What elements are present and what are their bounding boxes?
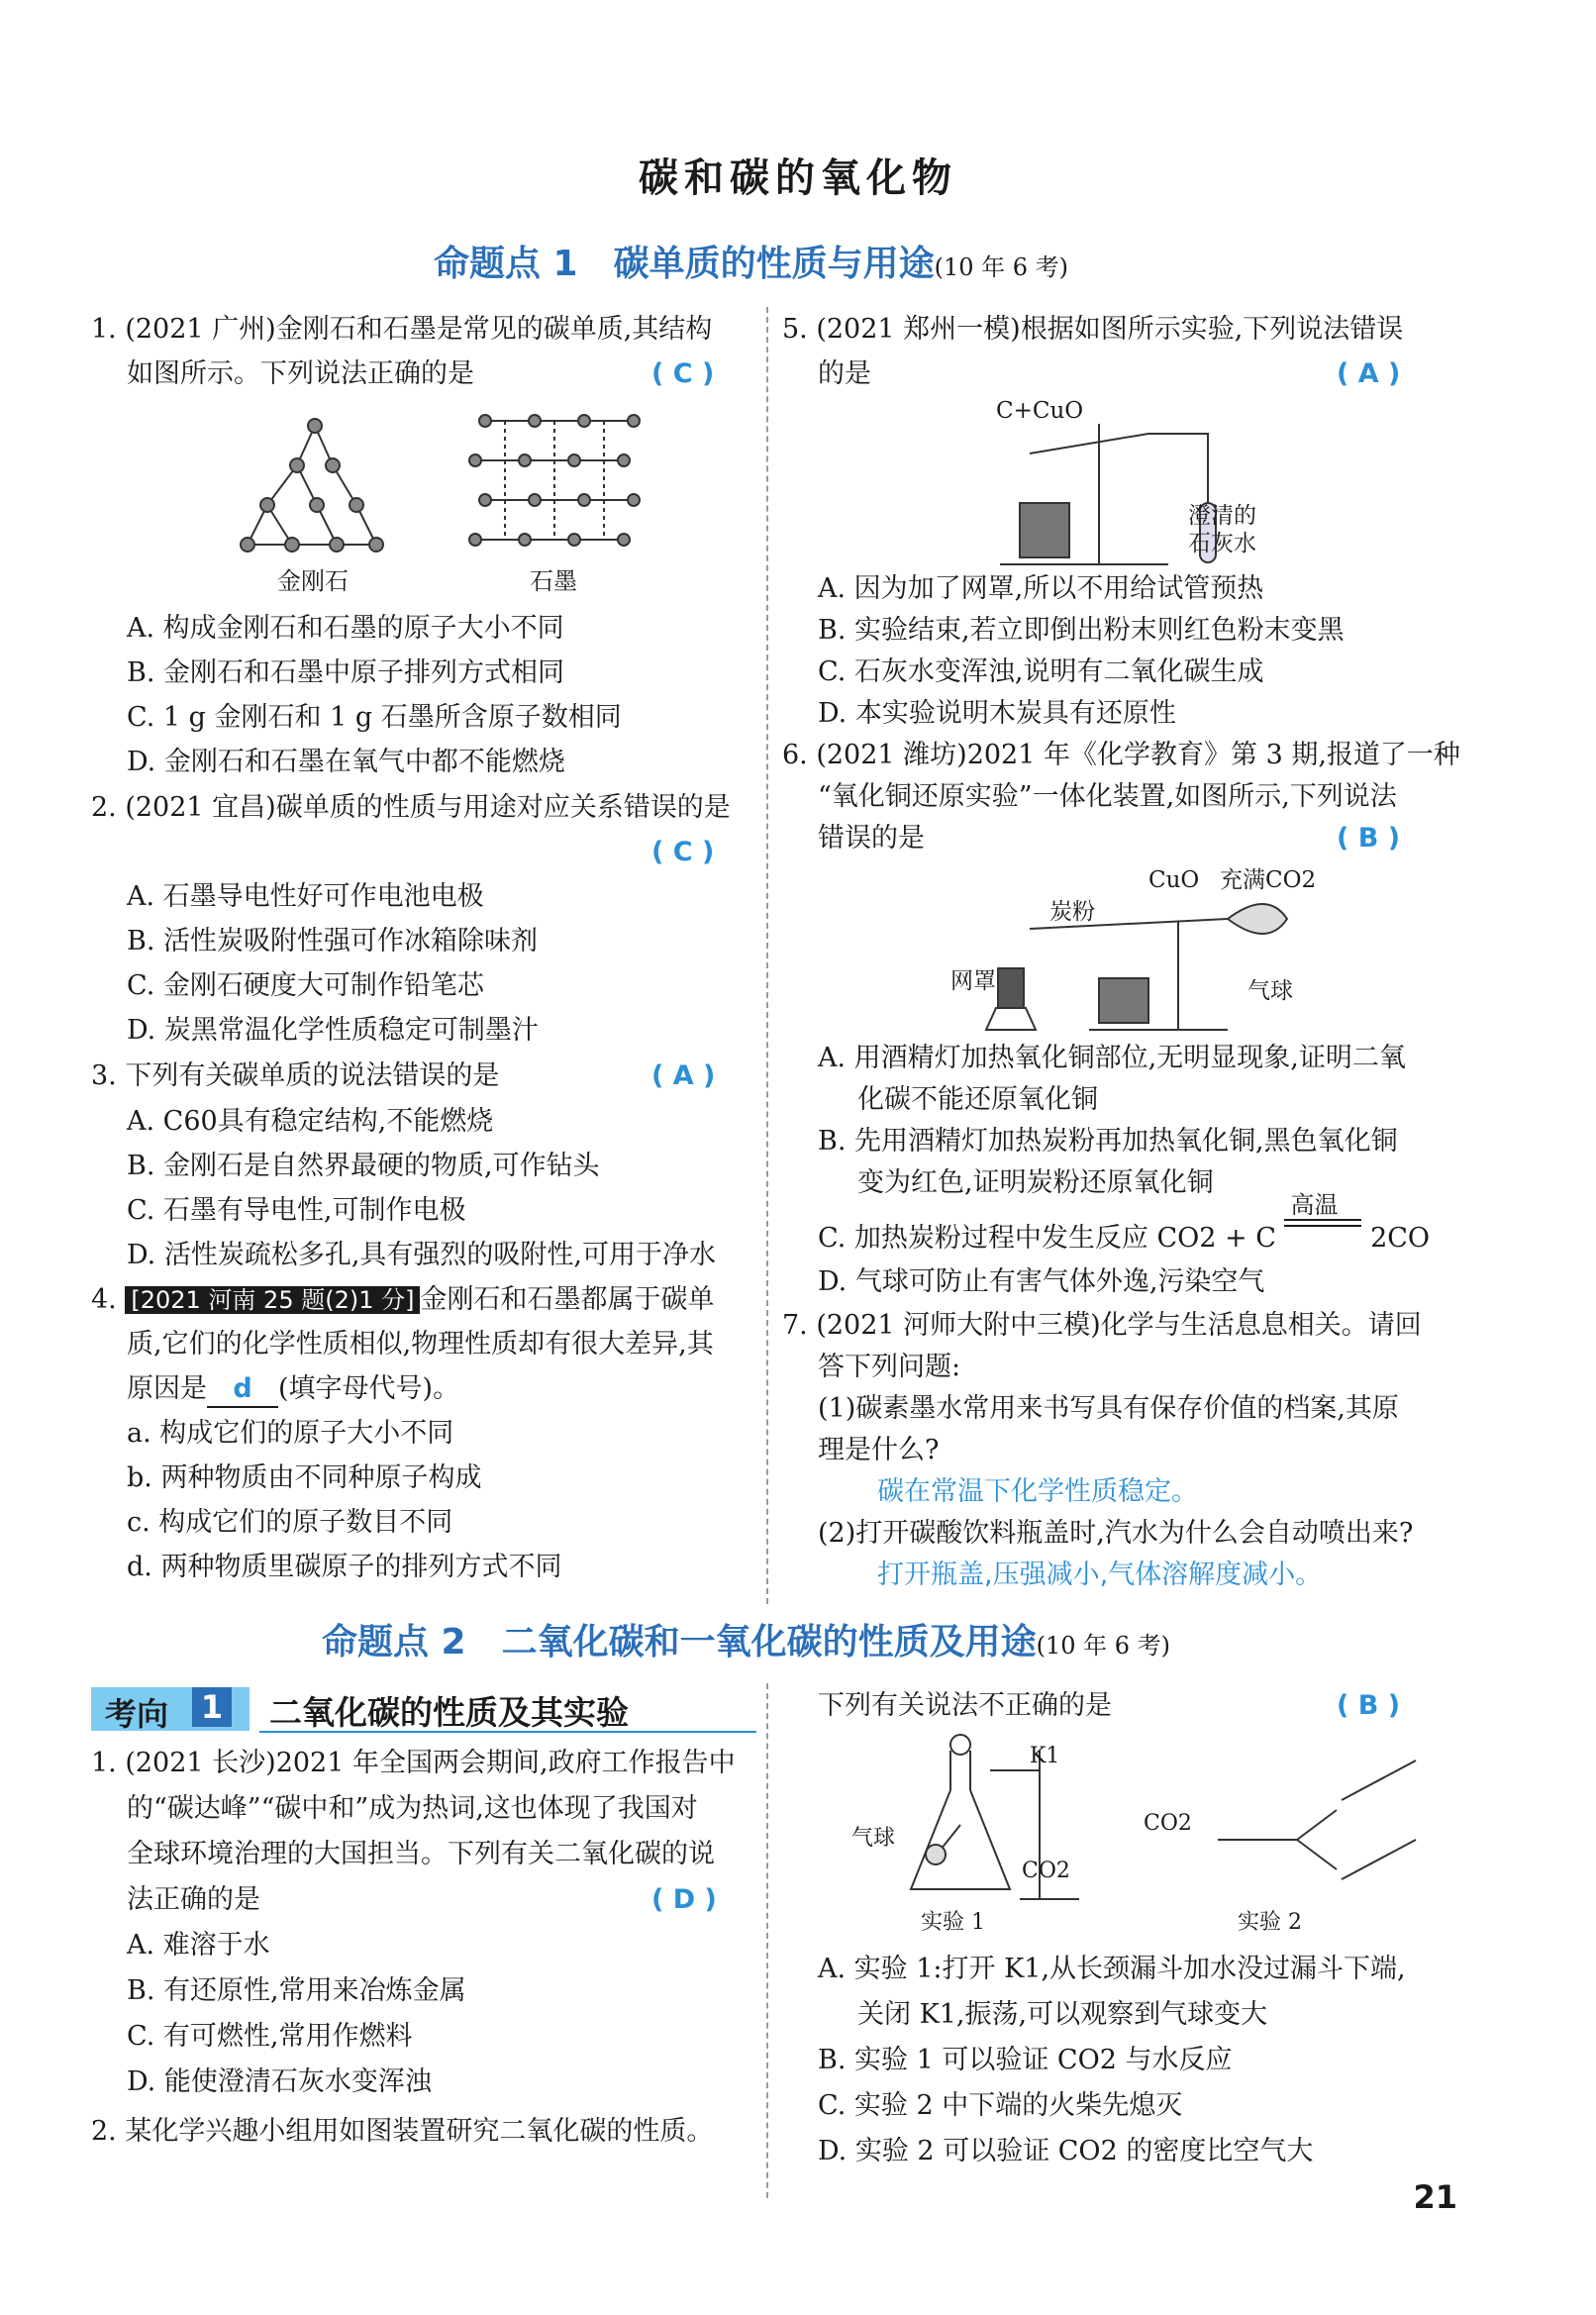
q6-label-balloon: 气球 — [1247, 978, 1293, 1004]
q4-line-2: 质,它们的化学性质相似,物理性质却有很大差异,其 — [127, 1329, 714, 1359]
q6-reaction-condition: 高温 — [1290, 1191, 1339, 1219]
q5-option-d: D. 本实验说明木炭具有还原性 — [818, 698, 1176, 729]
q3-option-b: B. 金刚石是自然界最硬的物质,可作钻头 — [127, 1151, 600, 1181]
q4-text-3a: 原因是 — [127, 1373, 207, 1404]
q1-option-c: C. 1 g 金刚石和 1 g 石墨所含原子数相同 — [127, 702, 622, 733]
q3-option-c: C. 石墨有导电性,可制作电极 — [127, 1195, 466, 1226]
q5-option-b: B. 实验结束,若立即倒出粉末则红色粉末变黑 — [818, 615, 1345, 646]
q7-part1-1: (1)碳素墨水常用来书写具有保存价值的档案,其原 — [818, 1393, 1399, 1424]
b2-line-1: 2. 某化学兴趣小组用如图装置研究二氧化碳的性质。 — [91, 2116, 714, 2147]
b2-line-2: 下列有关说法不正确的是 — [818, 1690, 1112, 1721]
q7-line-1: 7. (2021 河师大附中三模)化学与生活息息相关。请回 — [782, 1310, 1422, 1341]
page-title: 碳和碳的氧化物 — [639, 155, 957, 201]
q2-option-c: C. 金刚石硬度大可制作铅笔芯 — [127, 970, 484, 1001]
q3-line-1: 3. 下列有关碳单质的说法错误的是 — [91, 1060, 500, 1091]
section-1-note: (10 年 6 考) — [934, 253, 1069, 281]
b2-label-co2-1: CO2 — [1022, 1859, 1070, 1883]
q4-text-3b: (填字母代号)。 — [278, 1373, 460, 1404]
q6-option-b-1: B. 先用酒精灯加热炭粉再加热氧化铜,黑色氧化铜 — [818, 1126, 1398, 1157]
q2-line-1: 2. (2021 宜昌)碳单质的性质与用途对应关系错误的是 — [91, 792, 731, 823]
q1-line-2: 如图所示。下列说法正确的是 — [127, 358, 474, 389]
page-number: 21 — [1413, 2178, 1457, 2216]
q5-label-limewater-2: 石灰水 — [1188, 531, 1256, 556]
q4-line-3 — [127, 1366, 459, 1411]
q3-answer: ( A ) — [651, 1060, 716, 1091]
q4-text-1: 金刚石和石墨都属于碳单 — [420, 1284, 715, 1315]
b2-y-tube — [1218, 1810, 1337, 1869]
q1-answer: ( C ) — [651, 358, 715, 389]
b1-option-d: D. 能使澄清石灰水变浑浊 — [127, 2066, 432, 2097]
q7-part2: (2)打开碳酸饮料瓶盖时,汽水为什么会自动喷出来? — [818, 1518, 1414, 1549]
q4-option-c: c. 构成它们的原子数目不同 — [127, 1507, 453, 1538]
kaoxiang-number: 1 — [192, 1687, 232, 1727]
q5-line-2: 的是 — [818, 358, 871, 389]
q6-option-a-1: A. 用酒精灯加热氧化铜部位,无明显现象,证明二氧 — [818, 1043, 1406, 1073]
section-2-note: (10 年 6 考) — [1036, 1632, 1171, 1660]
q6-line-3: 错误的是 — [818, 823, 925, 854]
q6-label-gauze: 网罩 — [950, 968, 996, 994]
q5-figure — [980, 394, 1297, 572]
q4-option-d: d. 两种物质里碳原子的排列方式不同 — [127, 1552, 562, 1582]
b1-line-2: 的“碳达峰”“碳中和”成为热词,这也体现了我国对 — [127, 1793, 698, 1824]
b2-option-c: C. 实验 2 中下端的火柴先熄灭 — [818, 2090, 1183, 2121]
q5-answer: ( A ) — [1337, 358, 1401, 389]
q6-option-b-2: 变为红色,证明炭粉还原氧化铜 — [857, 1167, 1214, 1198]
section-heading-1 — [434, 236, 1068, 286]
b2-label-k1: K1 — [1030, 1744, 1060, 1768]
q1-figure-label-graphite: 石墨 — [530, 567, 577, 595]
q6-label-cuo: CuO — [1148, 867, 1200, 893]
q5-line-1: 5. (2021 郑州一模)根据如图所示实验,下列说法错误 — [782, 314, 1404, 345]
b1-option-b: B. 有还原性,常用来冶炼金属 — [127, 1975, 466, 2006]
q3-option-d: D. 活性炭疏松多孔,具有强烈的吸附性,可用于净水 — [127, 1240, 717, 1270]
section-1-label: 命题点 1 碳单质的性质与用途 — [434, 244, 935, 284]
b2-label-exp1: 实验 1 — [921, 1910, 985, 1935]
kaoxiang-underline — [259, 1731, 756, 1733]
q1-option-d: D. 金刚石和石墨在氧气中都不能燃烧 — [127, 747, 565, 777]
column-divider — [766, 307, 768, 1604]
q6-option-c-product: 2CO — [1370, 1223, 1431, 1254]
section-2-label: 命题点 2 二氧化碳和一氧化碳的性质及用途 — [322, 1622, 1037, 1662]
q2-option-b: B. 活性炭吸附性强可作冰箱除味剂 — [127, 926, 539, 956]
q5-label-reactants: C+CuO — [996, 398, 1084, 424]
q3-option-a: A. C60具有稳定结构,不能燃烧 — [127, 1106, 494, 1137]
b2-label-exp2: 实验 2 — [1238, 1910, 1302, 1935]
b2-label-balloon: 气球 — [851, 1826, 896, 1851]
b2-figure — [842, 1731, 1455, 1939]
b2-option-a-1: A. 实验 1:打开 K1,从长颈漏斗加水没过漏斗下端, — [818, 1954, 1406, 1984]
q2-option-a: A. 石墨导电性好可作电池电极 — [127, 881, 484, 912]
q1-figure — [238, 406, 653, 604]
section-heading-2 — [322, 1614, 1170, 1664]
q4-blank-answer: d — [207, 1372, 278, 1408]
q7-part1-2: 理是什么? — [818, 1435, 940, 1465]
q1-option-a: A. 构成金刚石和石墨的原子大小不同 — [127, 613, 564, 644]
q1-option-b: B. 金刚石和石墨中原子排列方式相同 — [127, 657, 565, 688]
diamond-structure — [241, 419, 383, 552]
q6-option-a-2: 化碳不能还原氧化铜 — [857, 1084, 1098, 1115]
b2-option-a-2: 关闭 K1,振荡,可以观察到气球变大 — [857, 1999, 1268, 2030]
b1-line-4: 法正确的是 — [127, 1884, 260, 1915]
q1-line-1: 1. (2021 广州)金刚石和石墨是常见的碳单质,其结构 — [91, 314, 713, 345]
q6-option-c — [818, 1191, 1431, 1260]
kaoxiang-title: 二氧化碳的性质及其实验 — [269, 1693, 629, 1732]
b1-option-c: C. 有可燃性,常用作燃料 — [127, 2021, 413, 2052]
q6-balloon — [1228, 904, 1287, 934]
graphite-structure — [469, 415, 640, 546]
b2-answer: ( B ) — [1337, 1690, 1401, 1721]
b2-option-d: D. 实验 2 可以验证 CO2 的密度比空气大 — [818, 2136, 1314, 2166]
q7-line-2: 答下列问题: — [818, 1352, 961, 1382]
q5-label-limewater-1: 澄清的 — [1188, 503, 1256, 529]
b1-line-1: 1. (2021 长沙)2021 年全国两会期间,政府工作报告中 — [91, 1748, 736, 1778]
q4-line-1 — [91, 1277, 714, 1323]
q5-burner — [1020, 503, 1069, 557]
q6-answer: ( B ) — [1337, 823, 1401, 854]
q6-label-co2: 充满CO2 — [1220, 867, 1317, 893]
b1-option-a: A. 难溶于水 — [127, 1930, 270, 1961]
q6-reaction-arrow — [1284, 1191, 1361, 1247]
q5-option-c: C. 石灰水变浑浊,说明有二氧化碳生成 — [818, 656, 1264, 687]
b1-line-3: 全球环境治理的大国担当。下列有关二氧化碳的说 — [127, 1839, 715, 1869]
b2-label-co2-2: CO2 — [1144, 1811, 1192, 1836]
q4-number: 4. — [91, 1284, 117, 1315]
q4-option-b: b. 两种物质由不同种原子构成 — [127, 1462, 482, 1493]
b2-option-b: B. 实验 1 可以验证 CO2 与水反应 — [818, 2045, 1233, 2075]
q5-option-a: A. 因为加了网罩,所以不用给试管预热 — [818, 573, 1264, 604]
q2-answer: ( C ) — [651, 837, 715, 867]
q4-option-a: a. 构成它们的原子大小不同 — [127, 1418, 454, 1449]
kaoxiang-heading — [91, 1683, 756, 1735]
q6-option-c-text: C. 加热炭粉过程中发生反应 CO2 + C — [818, 1223, 1276, 1254]
q6-line-1: 6. (2021 潍坊)2021 年《化学教育》第 3 期,报道了一种 — [782, 740, 1460, 770]
kaoxiang-label: 考向 — [105, 1695, 169, 1733]
q6-line-2: “氧化铜还原实验”一体化装置,如图所示,下列说法 — [818, 781, 1397, 812]
column-divider-2 — [766, 1683, 768, 2198]
b1-answer: ( D ) — [651, 1884, 717, 1915]
q4-source-tag: [2021 河南 25 题(2)1 分] — [125, 1286, 420, 1314]
q7-answer-1: 碳在常温下化学性质稳定。 — [877, 1476, 1198, 1507]
q6-figure — [950, 859, 1327, 1038]
q6-option-d: D. 气球可防止有害气体外逸,污染空气 — [818, 1266, 1265, 1297]
q6-label-carbon: 炭粉 — [1049, 899, 1095, 925]
q2-option-d: D. 炭黑常温化学性质稳定可制墨汁 — [127, 1015, 539, 1046]
q7-answer-2: 打开瓶盖,压强减小,气体溶解度减小。 — [877, 1560, 1323, 1590]
q1-figure-label-diamond: 金刚石 — [277, 567, 349, 595]
